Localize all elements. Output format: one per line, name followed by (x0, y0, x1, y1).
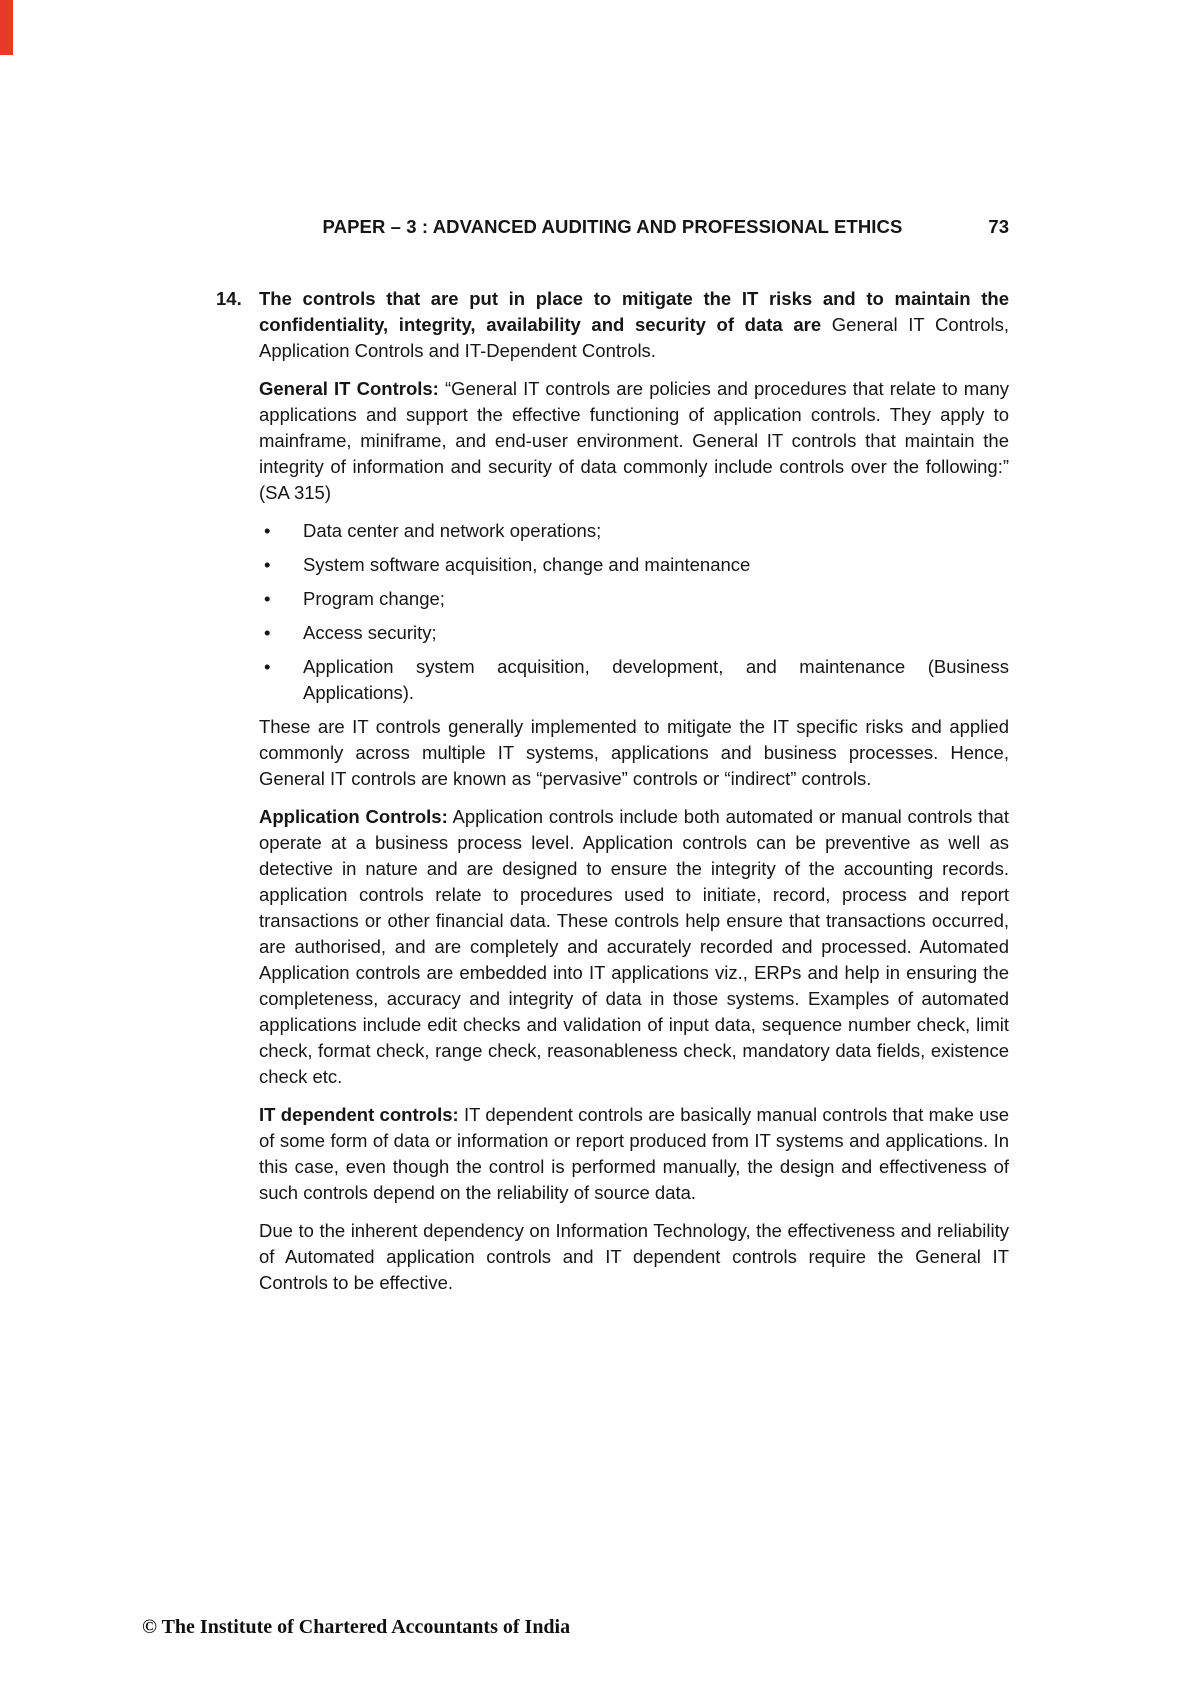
question-14-bold-text: The controls that are put in place to mitigate the IT risks and to maintain the confidentiality, integrity, availability and security of data are (259, 288, 1009, 335)
list-item (259, 586, 1009, 612)
application-controls-lead: Application Controls: (259, 806, 448, 827)
bullet-icon: • (264, 622, 271, 643)
page-number: 73 (988, 216, 1009, 237)
scan-artifact-mark (0, 0, 13, 55)
page-header (216, 214, 1009, 240)
bullet-icon: • (264, 588, 271, 609)
pervasive-controls-body: These are IT controls generally implemented to mitigate the IT specific risks and applied commonly across multiple IT systems, applications and business processes. Hence, General IT controls are known as “pervasive” controls or “indirect” controls. (259, 716, 1009, 789)
list-item (259, 552, 1009, 578)
paragraph-general-it-controls (259, 376, 1009, 506)
bullet-icon: • (264, 554, 271, 575)
paragraph-dependency-note (259, 1218, 1009, 1296)
bullet-icon: • (264, 656, 271, 677)
general-it-controls-body: “General IT controls are policies and procedures that relate to many applications and support the effective functioning of application controls. They apply to mainframe, miniframe, and end-user environment. General IT controls that maintain the integrity of information and security of data commonly include controls over the following:” (SA 315) (259, 378, 1010, 503)
page-title: PAPER – 3 : ADVANCED AUDITING AND PROFESSIONAL ETHICS (322, 216, 903, 237)
list-item-text: Program change; (303, 588, 445, 609)
list-item (259, 518, 1009, 544)
bullet-icon: • (264, 520, 271, 541)
dependency-note-body: Due to the inherent dependency on Information Technology, the effectiveness and reliability of Automated application controls and IT dependent controls require the General IT Controls to be effective. (259, 1220, 1009, 1293)
paragraph-it-dependent-controls (259, 1102, 1009, 1206)
general-it-controls-bullet-list (259, 518, 1009, 706)
question-14-regular-text: General IT Controls, Application Controls and IT-Dependent Controls. (259, 314, 1009, 361)
list-item-text: Access security; (303, 622, 437, 643)
application-controls-body: Application controls include both automated or manual controls that operate at a business process level. Application controls can be preventive as well as detective in nature and are designed to ensure the integrity of the accounting records. application controls relate to procedures used to initiate, record, process and report transactions or other financial data. These controls help ensure that transactions occurred, are authorised, and are completely and accurately recorded and processed. Automated Application controls are embedded into IT applications viz., ERPs and help in ensuring the completeness, accuracy and integrity of data in those systems. Examples of automated applications include edit checks and validation of input data, sequence number check, limit check, format check, range check, reasonableness check, mandatory data fields, existence check etc. (259, 806, 1009, 1087)
it-dependent-controls-body: IT dependent controls are basically manual controls that make use of some form of data or information or report produced from IT systems and applications. In this case, even though the control is performed manually, the design and effectiveness of such controls depend on the reliability of source data. (259, 1104, 1010, 1203)
content-body (216, 286, 1010, 1308)
general-it-controls-lead: General IT Controls: (259, 378, 439, 399)
paragraph-application-controls (259, 804, 1009, 1090)
paragraph-pervasive-controls (259, 714, 1009, 792)
question-14-paragraph (216, 286, 1009, 364)
list-item (259, 654, 1009, 706)
copyright-footer: © The Institute of Chartered Accountants of India (142, 1616, 571, 1638)
list-item-text: System software acquisition, change and maintenance (303, 554, 751, 575)
list-item-text: Application system acquisition, development, and maintenance (Business Applications). (303, 656, 1009, 703)
it-dependent-controls-lead: IT dependent controls: (259, 1104, 459, 1125)
question-number: 14. (216, 288, 242, 309)
list-item (259, 620, 1009, 646)
list-item-text: Data center and network operations; (303, 520, 602, 541)
